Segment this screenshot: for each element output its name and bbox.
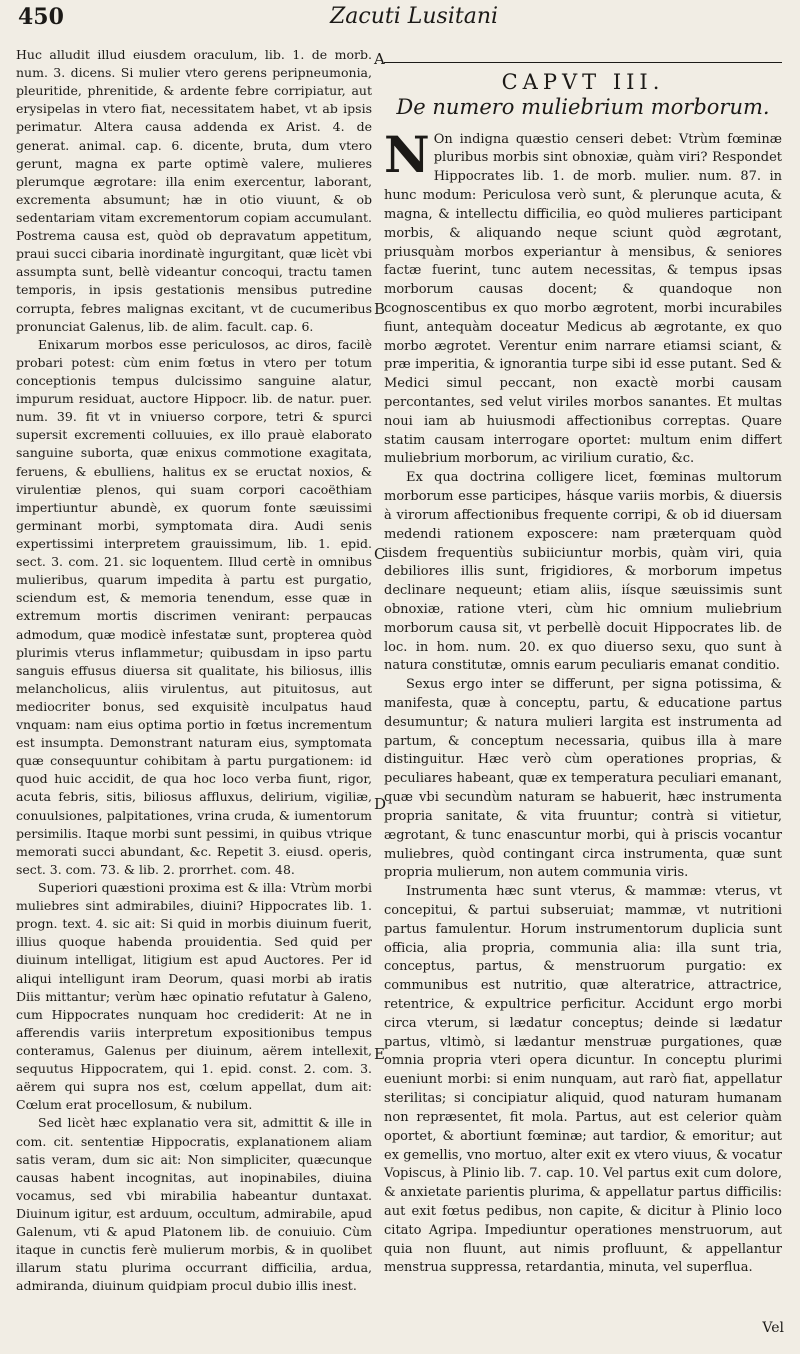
right-paragraph-2: Ex qua doctrina colligere licet, fœminas multorum morborum esse participes, hásque variis morbis, & diuersis à virorum affectionibus frequente corripi, & ob id diuersam medendi rationem exposcere: nam præterquam quòd iisdem frequentiùs subiiciuntur morbis, quàm viri, quia debiliores illis sunt, frigidiores, & morborum impetus declinare nequeunt; etiam aliis, iísque sæuissimis sunt obnoxiæ, ratione vteri, cùm hic omnium muliebrium morborum causa sit, vt perbellè docuit Hippocrates lib. de loc. in hom. num. 20. ex quo diuerso sexu, quo sunt à natura constitutæ, omnis earum peculiaris emanat conditio. [384, 470, 782, 674]
page-header [0, 0, 800, 40]
left-paragraph-2: Enixarum morbos esse periculosos, ac diros, facilè probari potest: cùm enim fœtus in vtero per totum conceptionis tempus dulcissimo sanguine alatur, impurum residuat, auctore Hippocr. lib. de natur. puer. num. 39. fit vt in vniuerso corpore, tetri & spurci supersit excrementi colluuies, ex illo prauè elaborato sanguine suborta, quæ enixus commotione exagitata, feruens, & ebulliens, halitus ex se eructat noxios, & virulentiæ plenos, qui suam corpori cacoëthiam impertiuntur abundè, ex quorum fonte sæuissimi germinant morbi, symptomata dira. Audi senis expertissimi interpretem grauissimum, lib. 1. epid. sect. 3. com. 21. sic loquentem. Illud certè in omnibus mulieribus, quarum impedita à partu est purgatio, sciendum est, & memoria tenendum, esse quæ in extremum mortis discrimen venirant: perpaucas admodum, quæ modicè infestatæ sunt, propterea quòd plurimis vterus inflammetur; quibusdam in ipso partu sanguis effusus diuersa sit qualitate, his biliosus, illis melancholicus, aliis virulentus, aut pituitosus, aut mediocriter bonus, sed exquisitè inculpatus haud vnquam: nam eius optima portio in fœtus incrementum est insumpta. Demonstrant naturam eius, symptomata quæ consequuntur cohibitam à partu purgationem: id quod huic accidit, de qua hoc loco verba fiunt, rigor, acuta febris, sitis, biliosus affluxus, delirium, vigiliæ, conuulsiones, palpitationes, vrina cruda, & iumentorum persimilis. Itaque morbi sunt pessimi, in quibus vtrique memorati succi abundant, &c. Repetit 3. eiusd. operis, sect. 3. com. 73. & lib. 2. prorrhet. com. 48. [16, 336, 372, 877]
margin-letter-a: A [374, 50, 385, 68]
drop-cap: N [384, 124, 430, 184]
page-number: 450 [18, 4, 64, 30]
left-paragraph-4: Sed licèt hæc explanatio vera sit, admittit & ille in com. cit. sententiæ Hippocratis, explanationem aliam satis veram, dum sic ait: Non simpliciter, quæcunque causas habent incognitas, aut inopinabiles, diuina vocamus, sed vbi mirabilia habeantur duntaxat. Diuinum igitur, est arduum, occultum, admirabile, apud Galenum, vti & apud Platonem lib. de conuiuio. Cùm itaque in cunctis ferè mulierum morbis, & in quolibet illarum statu plurima occurrant difficilia, ardua, admiranda, diuinum quidpiam procul dubio illis inest. [16, 1115, 372, 1294]
right-paragraph-3: Sexus ergo inter se differunt, per signa potissima, & manifesta, quæ à conceptu, partu, & educatione partus desumuntur; & natura mulieri largita est instrumenta ad partum, & conceptum necessaria, quibus illa à mare distinguitur. Hæc verò cùm operationes proprias, & peculiares habeant, quæ ex temperatura peculiari emanant, quæ vbi secundùm naturam se habuerit, hæc instrumenta propria sanitate, & vita fruuntur; contrà si vitietur, ægrotant, & tunc enascuntur morbi, qui à priscis vocantur muliebres, quòd contingant circa instrumenta, quæ sunt propria mulierum, non autem communia viris. [384, 677, 782, 881]
right-paragraph-1 [384, 124, 782, 470]
margin-letter-d: D [374, 795, 387, 813]
left-column [16, 46, 372, 1296]
right-paragraph-4: Instrumenta hæc sunt vterus, & mammæ: vterus, vt concepitui, & partui subseruiat; mammæ, vt nutritioni partus famulentur. Horum instrumentorum duplicia sunt officia, alia propria, communia alia: illa sunt tria, conceptus, partus, & menstruorum purgatio: ex communibus est nutritio, quæ alteratrice, attractrice, retentrice, & expultrice perficitur. Accidunt ergo morbi circa vterum, si lædatur conceptus; deinde si lædatur partus, vltimò, si lædantur menstruæ purgationes, quæ omnia propria vteri opera dicuntur. In conceptu plurimi eueniunt morbi: si enim nunquam, aut rarò fiat, appellatur sterilitas; si concipiatur aliquid, quod naturam humanam non repræsentet, fit mola. Partus, aut est celerior quàm oportet, & abortiunt fœminæ; aut tardior, & emoritur; aut ex gemellis, vno mortuo, alter exit ex vtero viuus, & vocatur Vopiscus, à Plinio lib. 7. cap. 10. Vel partus exit cum dolore, & anxietate parientis plurima, & appellatur partus difficilis: aut exit fœtus pedibus, non capite, & dicitur à Plinio loco citato Agripa. Impediuntur operationes menstruorum, aut quia non fluunt, aut nimis profluunt, & appellantur menstrua suppressa, retardantia, minuta, vel superflua. [384, 884, 782, 1276]
margin-letter-e: E [374, 1045, 385, 1063]
left-paragraph-1: Huc alludit illud eiusdem oraculum, lib. 1. de morb. num. 3. dicens. Si mulier vtero gerens peripneumonia, pleuritide, phrenitide, & ardente febre corripiatur, aut erysipelas in vtero fiat, necessitatem habet, vt ab ipsis perimatur. Altera causa addenda ex Arist. 4. de generat. animal. cap. 6. dicente, bruta, dum vtero gerunt, magna ex parte optimè valere, mulieres plerumque ægrotare: illa enim exercentur, laborant, excrementa absumunt; hæ in otio viuunt, & ob sedentariam vitam excrementorum copiam accumulant. Postrema causa est, quòd ob depravatum appetitum, praui succi cibaria inordinatè ingurgitant, quæ licèt vbi assumpta sunt, bellè videantur concoqui, tractu tamen temporis, in ipsis gestationis mensibus putredine corrupta, febres malignas excitant, vt de cucumeribus pronunciat Galenus, lib. de alim. facult. cap. 6. [16, 47, 372, 334]
right-column [384, 58, 782, 1278]
chapter-title: CAPVT III. [501, 70, 665, 94]
margin-letter-b: B [374, 300, 386, 318]
chapter-subtitle: De numero muliebrium morborum. [396, 94, 770, 119]
margin-letter-c: C [374, 545, 386, 563]
left-paragraph-3: Superiori quæstioni proxima est & illa: Vtrùm morbi muliebres sint admirabiles, diuini? Hippocrates lib. 1. progn. text. 4. sic ait: Si quid in morbis diuinum fuerit, illius quoque habenda prouidentia. Sed quid per diuinum intelligat, litigium est apud Auctores. Per id aliqui intelligunt iram Deorum, quasi morbi ab iratis Diis mittantur; verùm hæc opinatio refutatur à Galeno, cum Hippocrates nunquam hoc crediderit: At ne in afferendis variis interpretum expositionibus tempus conteramus, Galenus per diuinum, aërem intellexit, sequutus Hippocratem, qui 1. epid. const. 2. com. 3. aërem qui supra nos est, cœlum appellat, dum ait: Cœlum erat procellosum, & nubilum. [16, 880, 372, 1113]
running-title: Zacuti Lusitani [330, 4, 499, 29]
right-paragraph-1-text: On indigna quæstio censeri debet: Vtrùm fœminæ pluribus morbis sint obnoxiæ, quàm viri? Respondet Hippocrates lib. 1. de morb. mulier. num. 87. in hunc modum: Periculosa verò sunt, & plerunque acuta, & magna, & intellectu difficilia, eo quòd mulieres participant morbis, & aliquando neque sciunt quòd ægrotant, priusquàm morbos experiantur à mensibus, & seniores factæ fuerint, tunc autem necessitas, & tempus ipsas morborum causas docent; & quandoque non cognoscentibus ex quo morbo ægrotent, morbi incurabiles fiunt, antequàm doceatur Medicus ab ægrotante, ex quo morbo ægrotet. Verentur enim narrare etiamsi sciant, & præ imperitia, & ignorantia turpe sibi id esse putant. Sed & Medici simul peccant, non exactè morbi causam percontantes, sed velut viriles morbos sanantes. Et multas noui iam ab huiusmodi affectionibus correptas. Quare statim causam interrogare oportet: multum enim differt muliebrium morborum, ac virilium curatio, &c. [384, 131, 782, 467]
catchword: Vel [762, 1320, 784, 1336]
chapter-rule [384, 62, 782, 63]
